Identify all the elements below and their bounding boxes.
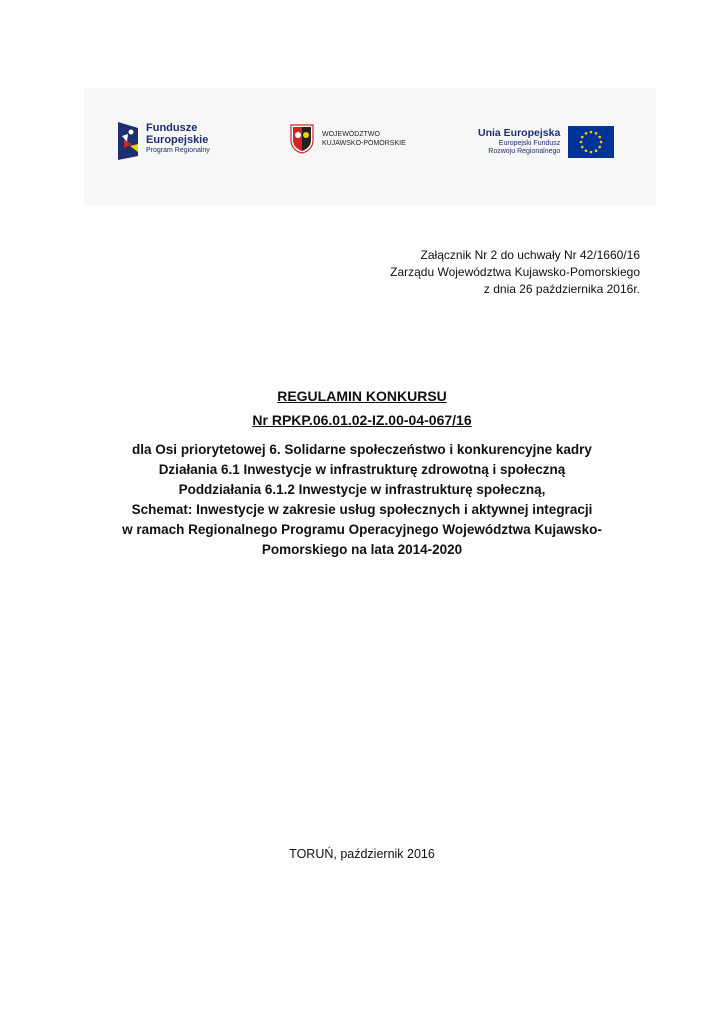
annex-line3: z dnia 26 października 2016r. — [483, 282, 640, 296]
eu-flag-icon — [568, 126, 614, 158]
document-title-block — [60, 384, 664, 560]
annex-note — [390, 247, 640, 298]
coat-of-arms-icon — [290, 124, 314, 154]
place-date: TORUŃ, październik 2016 — [289, 847, 435, 861]
title-line-3: Poddziałania 6.1.2 Inwestycje w infrastrukturę społeczną, — [178, 482, 546, 497]
unia-europejska-logo — [478, 126, 614, 158]
document-number: Nr RPKP.06.01.02-IZ.00-04-067/16 — [252, 412, 472, 428]
annex-line1: Załącznik Nr 2 do uchwały Nr 42/1660/16 — [420, 248, 640, 262]
wojewodztwo-line2: KUJAWSKO-POMORSKIE — [322, 140, 406, 147]
fundusze-europejskie-logo — [118, 118, 210, 160]
annex-line2: Zarządu Województwa Kujawsko-Pomorskiego — [390, 265, 640, 279]
fundusze-line3: Program Regionalny — [146, 147, 210, 155]
unia-line3: Rozwoju Regionalnego — [488, 148, 561, 156]
title-line-2: Działania 6.1 Inwestycje w infrastrukturę zdrowotną i społeczną — [158, 462, 566, 477]
unia-line2: Europejski Fundusz — [498, 139, 561, 147]
title-line-6: Pomorskiego na lata 2014-2020 — [261, 542, 463, 557]
fundusze-line2: Europejskie — [146, 133, 209, 146]
unia-line1: Unia Europejska — [478, 127, 561, 140]
document-heading: REGULAMIN KONKURSU — [277, 388, 447, 404]
fundusze-line1: Fundusze — [146, 122, 198, 135]
fundusze-europejskie-icon — [118, 118, 140, 160]
wojewodztwo-line1: WOJEWÓDZTWO — [322, 130, 380, 138]
title-line-1: dla Osi priorytetowej 6. Solidarne społeczeństwo i konkurencyjne kadry — [132, 442, 592, 457]
title-line-4: Schemat: Inwestycje w zakresie usług społecznych i aktywnej integracji — [131, 502, 593, 517]
title-line-5: w ramach Regionalnego Programu Operacyjnego Województwa Kujawsko- — [122, 522, 602, 537]
wojewodztwo-logo — [290, 124, 406, 154]
